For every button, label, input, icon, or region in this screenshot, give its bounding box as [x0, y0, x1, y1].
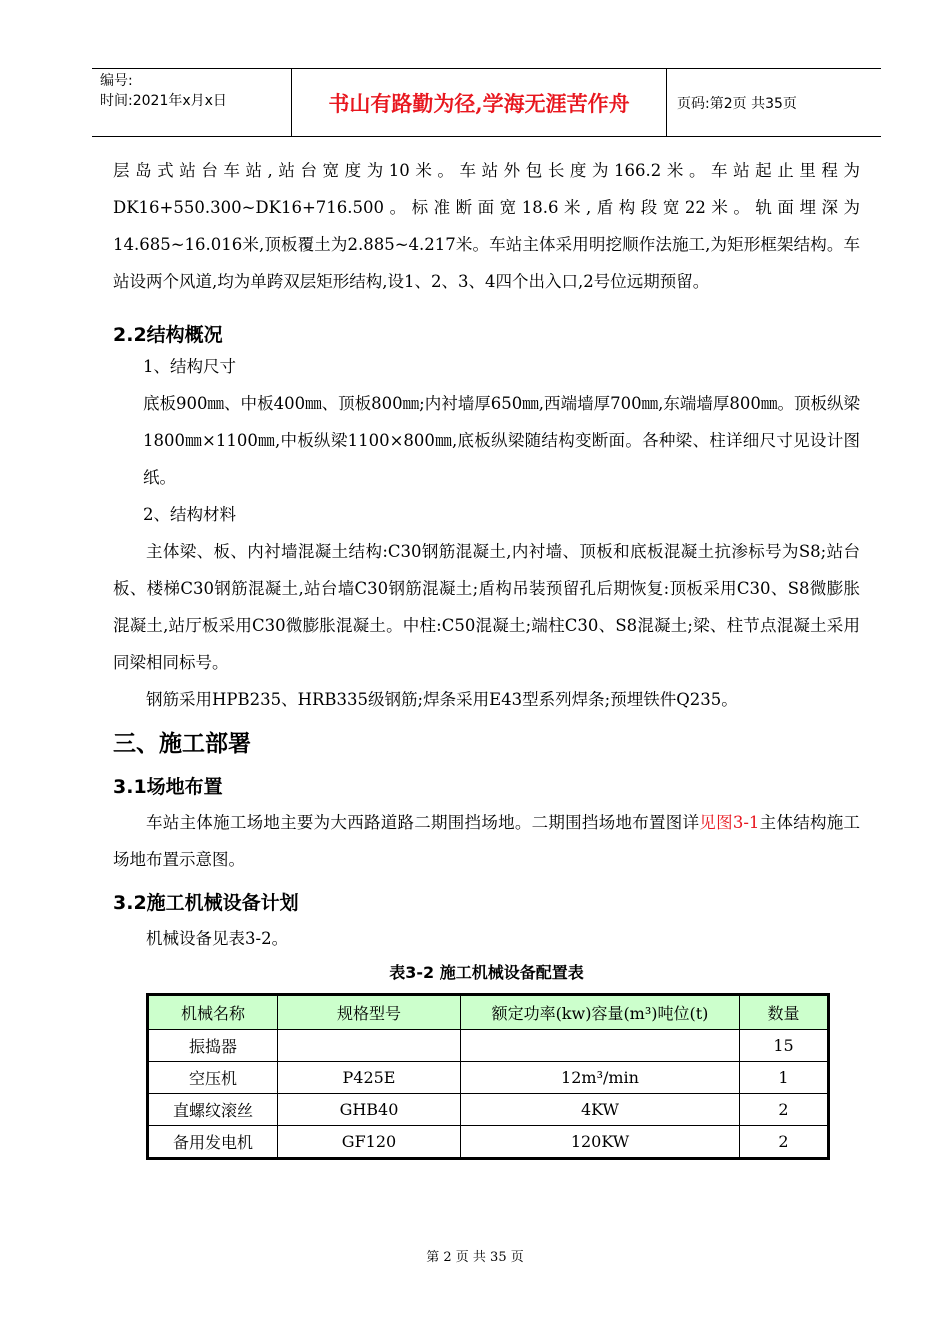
header-time: 时间:2021年x月x日: [100, 93, 227, 109]
site-text-a: 车站主体施工场地主要为大西路道路二期围挡场地。二期围挡场地布置图详: [146, 813, 700, 832]
heading-3-2: 3.2施工机械设备计划: [113, 892, 299, 914]
cell-capacity: 12m³/min: [461, 1062, 740, 1094]
paragraph-materials: 主体梁、板、内衬墙混凝土结构:C30钢筋混凝土,内衬墙、顶板和底板混凝土抗渗标号为S8;站台板、楼梯C30钢筋混凝土,站台墙C30钢筋混凝土;盾构吊装预留孔后期恢复:顶板采用C30、S8微膨胀混凝土,站厅板采用C30微膨胀混凝土。中柱:C50混凝土;端柱C30、S8混凝土;梁、柱节点混凝土采用同梁相同标号。: [113, 542, 860, 672]
table-row: [149, 1094, 828, 1126]
cell-name: 振捣器: [149, 1030, 278, 1062]
document-body: [113, 152, 860, 1164]
cell-name: 直螺纹滚丝: [149, 1094, 278, 1126]
paragraph-dimensions: [113, 385, 860, 496]
cell-quantity: 1: [740, 1062, 828, 1094]
paragraph-equipment: 机械设备见表3-2。: [146, 929, 289, 948]
table-caption: 表3-2 施工机械设备配置表: [389, 963, 584, 982]
cell-name: 空压机: [149, 1062, 278, 1094]
header-meta: [92, 69, 292, 136]
heading-3: 三、施工部署: [113, 731, 251, 757]
table-row: [149, 1126, 828, 1158]
page-header: [92, 68, 881, 137]
col-quantity: 数量: [740, 996, 828, 1030]
table-header-row: [149, 996, 828, 1030]
header-page: 页码:第2页 共35页: [677, 95, 797, 112]
figure-reference-link[interactable]: 见图3-1: [699, 813, 760, 832]
heading-3-1: 3.1场地布置: [113, 776, 223, 798]
cell-capacity: 4KW: [461, 1094, 740, 1126]
cell-quantity: 2: [740, 1094, 828, 1126]
header-number: 编号:: [100, 73, 133, 89]
heading-2-2: 2.2结构概况: [113, 324, 223, 346]
col-model: 规格型号: [278, 996, 461, 1030]
subheading-dimensions: 1、结构尺寸: [143, 357, 236, 376]
col-capacity: 额定功率(kw)容量(m³)吨位(t): [461, 996, 740, 1030]
cell-name: 备用发电机: [149, 1126, 278, 1158]
cell-capacity: [461, 1030, 740, 1062]
cell-quantity: 2: [740, 1126, 828, 1158]
col-name: 机械名称: [149, 996, 278, 1030]
paragraph-rebar: 钢筋采用HPB235、HRB335级钢筋;焊条采用E43型系列焊条;预埋铁件Q235。: [146, 690, 738, 709]
table-row: [149, 1030, 828, 1062]
cell-model: GHB40: [278, 1094, 461, 1126]
equipment-table: [146, 993, 830, 1160]
paragraph-site: [113, 804, 860, 878]
cell-model: GF120: [278, 1126, 461, 1158]
site-text-b: 主体结构施工场地布置示意图。: [113, 813, 861, 869]
page-footer: 第 2 页 共 35 页: [426, 1250, 524, 1265]
header-motto: 书山有路勤为径,学海无涯苦作舟: [292, 69, 667, 136]
cell-capacity: 120KW: [461, 1126, 740, 1158]
cell-model: [278, 1030, 461, 1062]
table-row: [149, 1062, 828, 1094]
paragraph-dimensions-text: 底板900㎜、中板400㎜、顶板800㎜;内衬墙厚650㎜,西端墙厚700㎜,东端墙厚800㎜。顶板纵梁1800㎜×1100㎜,中板纵梁1100×800㎜,底板纵梁随结构变断面。各种梁、柱详细尺寸见设计图纸。: [143, 394, 860, 487]
paragraph-station: 层岛式站台车站,站台宽度为10米。车站外包长度为166.2米。车站起止里程为DK16+550.300~DK16+716.500。标准断面宽18.6米,盾构段宽22米。轨面埋深为14.685~16.016米,顶板覆土为2.885~4.217米。车站主体采用明挖顺作法施工,为矩形框架结构。车站设两个风道,均为单跨双层矩形结构,设1、2、3、4四个出入口,2号位远期预留。: [113, 161, 860, 291]
subheading-materials: 2、结构材料: [143, 505, 236, 524]
cell-model: P425E: [278, 1062, 461, 1094]
cell-quantity: 15: [740, 1030, 828, 1062]
